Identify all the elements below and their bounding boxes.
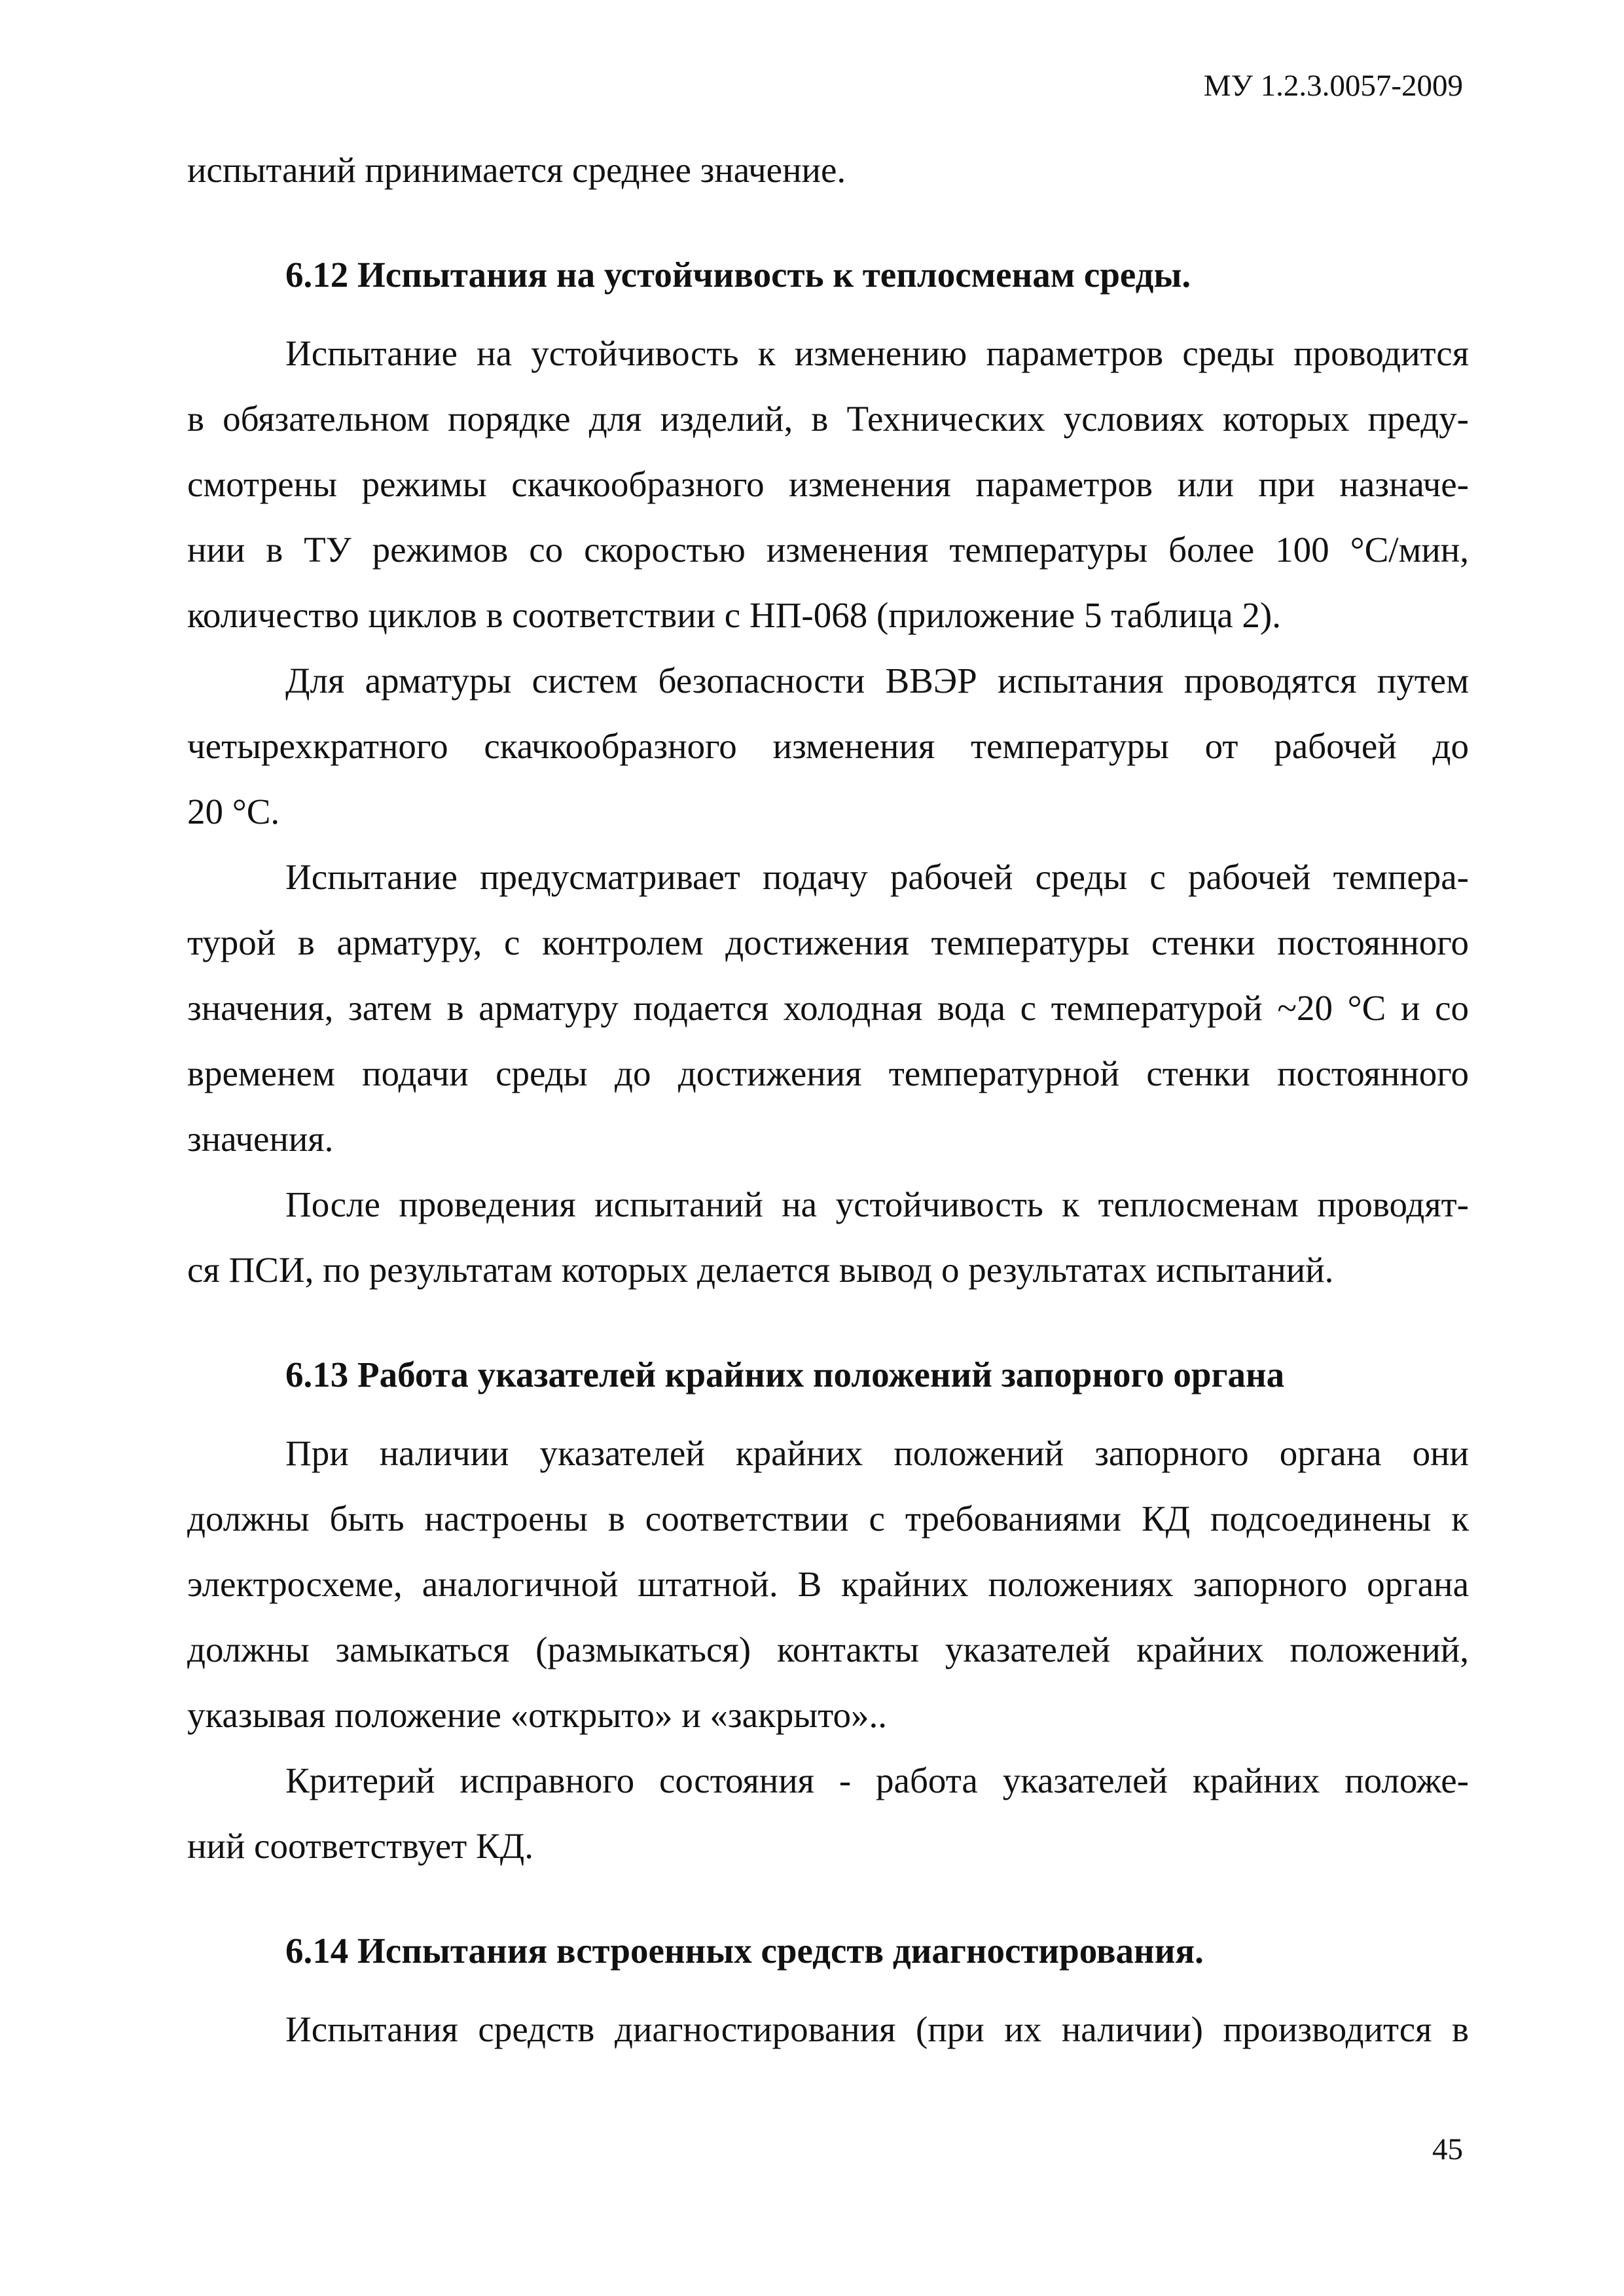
paragraph-line: должны быть настроены в соответствии с требованиями КД подсоединены к	[187, 1499, 1469, 1539]
paragraph-line: Испытание предусматривает подачу рабочей среды с рабочей темпера-	[285, 857, 1469, 897]
section-heading-6-13: 6.13 Работа указателей крайних положений запорного органа	[285, 1355, 1285, 1394]
document-code: МУ 1.2.3.0057-2009	[1203, 69, 1463, 103]
paragraph-line: Критерий исправного состояния - работа указателей крайних положе-	[285, 1760, 1469, 1800]
paragraph-line: 20 °С.	[187, 792, 280, 831]
paragraph-line: электросхеме, аналогичной штатной. В крайних положениях запорного органа	[187, 1564, 1469, 1604]
page-body	[187, 137, 1469, 2062]
paragraph-line: При наличии указателей крайних положений запорного органа они	[285, 1433, 1469, 1473]
paragraph-6-13-2	[187, 1748, 1469, 1879]
paragraph-6-13-1	[187, 1421, 1469, 1748]
section-heading-6-12: 6.12 Испытания на устойчивость к теплосменам среды.	[285, 255, 1191, 295]
section-heading-6-14: 6.14 Испытания встроенных средств диагностирования.	[285, 1931, 1204, 1971]
paragraph-line: значения, затем в арматуру подается холодная вода с температурой ~20 °С и со	[187, 988, 1469, 1028]
paragraph-line: должны замыкаться (размыкаться) контакты указателей крайних положений,	[187, 1630, 1469, 1669]
paragraph-line: нии в ТУ режимов со скоростью изменения температуры более 100 °С/мин,	[187, 530, 1469, 570]
paragraph-line: После проведения испытаний на устойчивость к теплосменам проводят-	[285, 1184, 1469, 1224]
paragraph-6-14-1	[187, 1997, 1469, 2062]
paragraph-line: временем подачи среды до достижения температурной стенки постоянного	[187, 1053, 1469, 1093]
paragraph-line: Для арматуры систем безопасности ВВЭР испытания проводятся путем	[285, 661, 1469, 701]
paragraph-line: турой в арматуру, с контролем достижения температуры стенки постоянного	[187, 922, 1469, 962]
paragraph-line: Испытание на устойчивость к изменению параметров среды проводится	[285, 333, 1469, 373]
continued-text-line: испытаний принимается среднее значение.	[187, 150, 846, 190]
paragraph-6-12-1	[187, 321, 1469, 648]
paragraph-line: количество циклов в соответствии с НП-068 (приложение 5 таблица 2).	[187, 595, 1281, 635]
paragraph-line: значения.	[187, 1119, 334, 1159]
paragraph-line: Испытания средств диагностирования (при их наличии) производится в	[285, 2009, 1469, 2049]
paragraph-6-12-3	[187, 845, 1469, 1172]
paragraph-line: смотрены режимы скачкообразного изменения параметров или при назначе-	[187, 464, 1469, 504]
paragraph-line: четырехкратного скачкообразного изменения температуры от рабочей до	[187, 726, 1469, 766]
paragraph-line: указывая положение «открыто» и «закрыто»..	[187, 1695, 888, 1735]
page-number: 45	[1432, 2132, 1463, 2166]
paragraph-line: ний соответствует КД.	[187, 1826, 533, 1866]
paragraph-line: ся ПСИ, по результатам которых делается вывод о результатах испытаний.	[187, 1250, 1334, 1290]
paragraph-6-12-4	[187, 1172, 1469, 1303]
paragraph-6-12-2	[187, 648, 1469, 845]
paragraph-line: в обязательном порядке для изделий, в Технических условиях которых преду-	[187, 399, 1469, 439]
